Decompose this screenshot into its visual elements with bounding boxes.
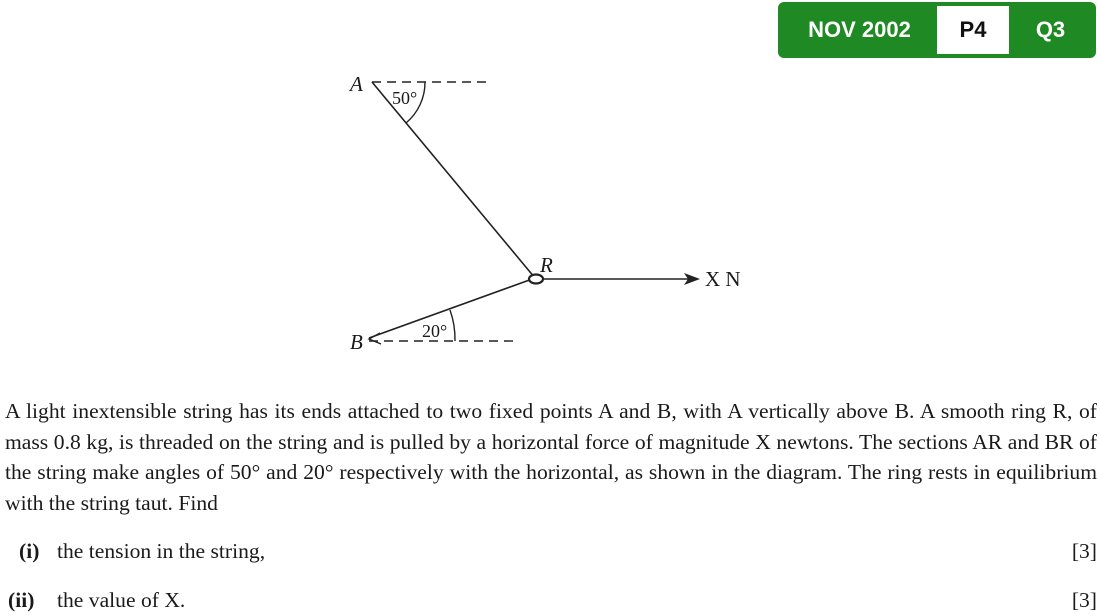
string-ar <box>372 82 535 278</box>
question-part-ii <box>5 585 1097 615</box>
paper-number: P4 <box>937 6 1009 54</box>
label-angle-a: 50° <box>392 88 418 108</box>
exam-date: NOV 2002 <box>808 17 911 42</box>
part-text: the value of X. <box>57 588 186 612</box>
label-angle-b: 20° <box>422 321 448 341</box>
question-stem: A light inextensible string has its ends attached to two fixed points A and B, with A vertically above B. A smooth ring R, of mass 0.8 kg, is threaded on the string and is pulled by a horizontal force of magnitude X newtons. The sections AR and BR of the string make angles of 50° and 20° respectively with the horizontal, as shown in the diagram. The ring rests in equilibrium with the string taut. Find <box>5 399 1097 515</box>
string-br <box>369 278 535 338</box>
question-text <box>5 396 1097 612</box>
part-label: (i) <box>19 539 40 563</box>
question-part-i <box>5 536 1097 566</box>
angle-arc-b <box>450 310 455 341</box>
force-diagram <box>0 60 800 360</box>
part-marks: [3] <box>1071 539 1097 563</box>
paper-reference-badge <box>778 2 1096 58</box>
label-point-b: B <box>350 330 363 354</box>
question-number: Q3 <box>1035 17 1066 42</box>
part-text: the tension in the string, <box>57 539 266 563</box>
label-point-a: A <box>350 72 363 96</box>
label-force: X N <box>705 267 741 291</box>
part-label: (ii) <box>8 588 35 612</box>
part-marks: [3] <box>1071 588 1097 612</box>
label-ring-r: R <box>540 253 553 277</box>
